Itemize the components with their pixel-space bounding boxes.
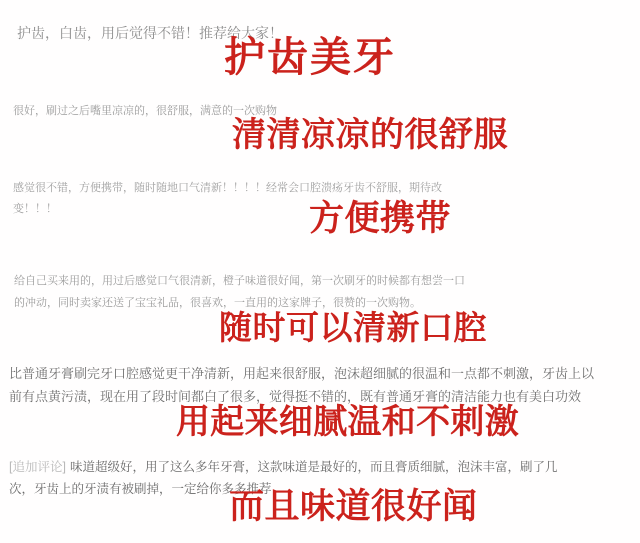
review-text-4 xyxy=(14,270,465,314)
review-line: 给自己买来用的，用过后感觉口气很清新，橙子味道很好闻，第一次刷牙的时候都有想尝一口 xyxy=(14,275,465,287)
review-line: 比普通牙膏刷完牙口腔感觉更干净清新，用起来很舒服，泡沫超细腻的很温和一点都不刺激，牙齿上以 xyxy=(9,366,595,381)
review-text-5 xyxy=(9,362,594,408)
review-line: 的冲动，同时卖家还送了宝宝礼品，很喜欢，一直用的这家牌子，很赞的一次购物。 xyxy=(14,297,421,309)
review-line: 变！！！ xyxy=(13,203,57,215)
review-line: 很好，刷过之后嘴里凉凉的，很舒服，满意的一次购物 xyxy=(13,105,277,117)
annotation-highlight-3: 方便携带 xyxy=(309,199,452,238)
review-line xyxy=(9,456,557,478)
review-line: 感觉很不错，方便携带，随时随地口气清新！！！！经常会口腔溃疡牙齿不舒服，期待改 xyxy=(13,182,442,194)
annotation-highlight-2: 清清凉凉的很舒服 xyxy=(232,116,508,154)
review-line-text: 味道超级好，用了这么多年牙膏，这款味道是最好的，而且膏质细腻，泡沫丰富，刷了几 xyxy=(69,460,558,474)
review-line: 前有点黄污渍，现在用了段时间都白了很多，觉得挺不错的，既有普通牙膏的清洁能力也有美白功效 xyxy=(9,389,582,404)
review-line: 次，牙齿上的牙渍有被刷掉，一定给你多多推荐 xyxy=(9,482,272,496)
annotation-highlight-5: 用起来细腻温和不刺激 xyxy=(176,403,519,441)
annotation-highlight-4: 随时可以清新口腔 xyxy=(219,309,487,346)
append-comment-label: [追加评论] xyxy=(9,460,66,474)
annotation-highlight-1: 护齿美牙 xyxy=(224,34,396,80)
review-line: 护齿，白齿，用后觉得不错！推荐给大家！ xyxy=(17,25,283,41)
annotation-highlight-6: 而且味道很好闻 xyxy=(229,487,478,526)
